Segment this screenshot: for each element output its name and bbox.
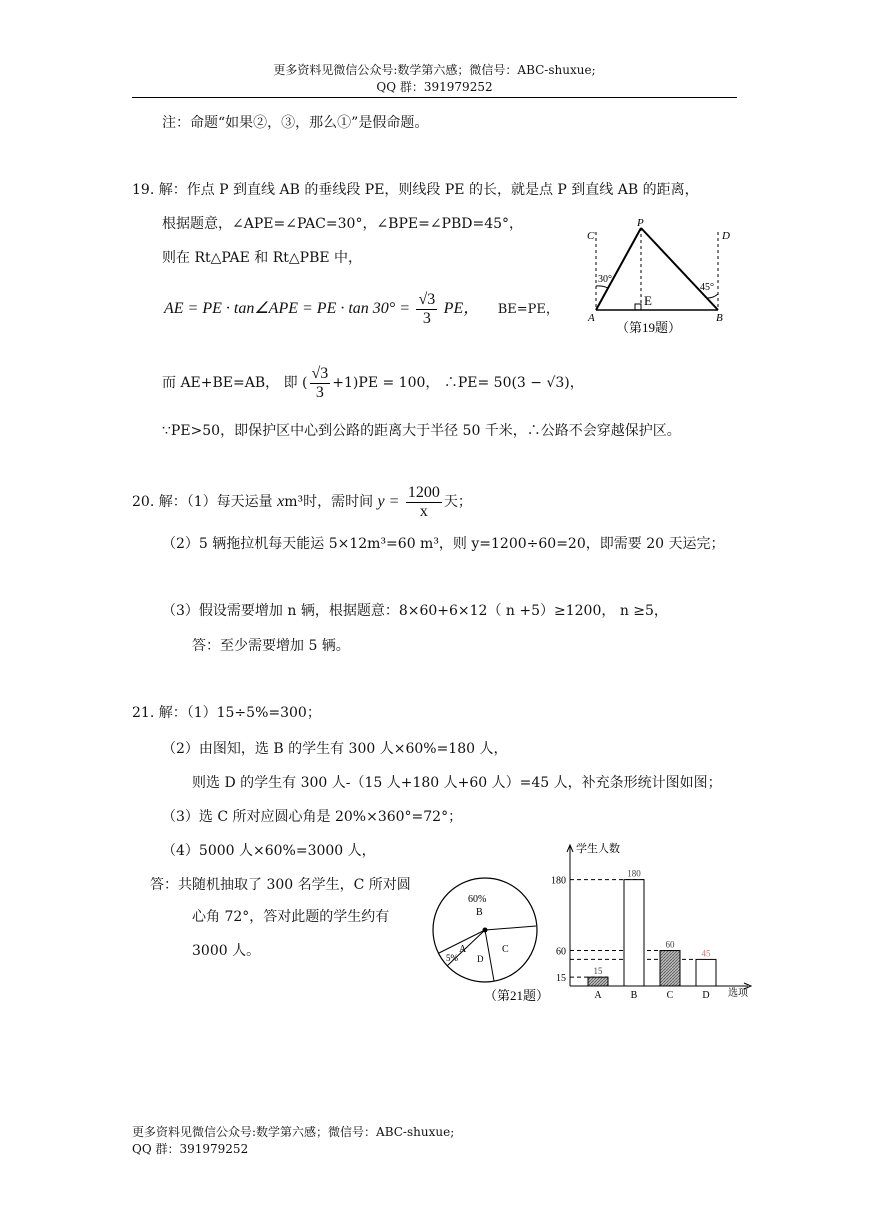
q20-line1 (132, 480, 472, 524)
q19-caption: （第19题） (616, 320, 682, 335)
q20-num: 1200 (407, 483, 440, 501)
q19-arc-30 (596, 286, 608, 288)
q19-eq1-fraction (416, 291, 437, 328)
chart-bar (588, 977, 608, 986)
q21-line4: （3）选 C 所对应圆心角是 20%×360°=72°； (162, 809, 463, 825)
q19-label-c: C (587, 230, 595, 242)
q19-line1: 19. 解：作点 P 到直线 AB 的垂线段 PE，则线段 PE 的长，就是点 P 到直线 AB 的距离， (132, 182, 699, 198)
q20-line2: （2）5 辆拖拉机每天能运 5×12m³=60 m³，则 y=1200÷60=20，即需要 20 天运完； (162, 536, 725, 552)
header-rule (132, 97, 737, 98)
q20-line3: （3）假设需要增加 n 辆，根据题意：8×60+6×12（ n +5）≥1200， n ≥5， (162, 603, 668, 619)
chart-xlabel: 选项 (728, 988, 748, 999)
chart-data-label: 180 (627, 868, 641, 879)
q21-line2: （2）由图知，选 B 的学生有 300 人×60%=180 人， (162, 741, 508, 757)
q21-line1: 21. 解：（1）15÷5%=300； (132, 705, 321, 721)
q19-line-pb (641, 228, 718, 310)
note-text: 注：命题“如果②，③，那么①”是假命题。 (162, 115, 429, 131)
q21-answer-line3: 3000 人。 (192, 943, 261, 959)
chart-data-label: 60 (665, 939, 675, 950)
chart-data-label: 15 (593, 966, 603, 977)
chart-bar (624, 880, 644, 986)
q21-answer-line2: 心角 72°，答对此题的学生约有 (192, 909, 390, 925)
chart-bar (660, 951, 680, 986)
q19-arc-45 (707, 294, 718, 298)
q20-line4: 答：至少需要增加 5 辆。 (192, 638, 350, 654)
q19-label-b: B (716, 312, 723, 324)
chart-category-label: C (666, 990, 674, 1001)
q19-right-angle (635, 304, 641, 310)
q19-eq1-den: 3 (422, 309, 431, 327)
q19-equation1 (164, 288, 559, 331)
q19-eq2-den: 3 (315, 383, 324, 401)
q19-eq2-prefix: 而 AE+BE=AB， 即 ( (162, 375, 308, 391)
chart-y-tick-label: 60 (556, 946, 566, 958)
page-footer-line1: 更多资料见微信公众号:数学第六感；微信号：ABC-shuxue; (132, 1125, 455, 1139)
page-header-line2: QQ 群：391979252 (376, 80, 493, 94)
q20-var-y: y = (377, 493, 400, 510)
pie-caption: （第21题） (484, 988, 550, 1003)
pie-label-a: A (459, 944, 467, 955)
q19-eq2-mid: +1)PE = 100， ∴PE= 50(3 − √3)， (332, 375, 584, 391)
q19-eq2-fraction (310, 365, 331, 402)
q19-equation2 (162, 362, 584, 404)
q20-line1-a: 20. 解：（1）每天运量 (132, 494, 273, 510)
q19-label-45: 45° (700, 282, 714, 293)
chart-y-tick-label: 15 (556, 973, 566, 985)
q20-den: x (419, 502, 428, 520)
q19-line2: 根据题意，∠APE=∠PAC=30°，∠BPE=∠PBD=45°， (162, 216, 524, 232)
q19-line3: 则在 Rt△PAE 和 Rt△PBE 中， (162, 250, 363, 266)
q19-eq1-right: PE， (443, 300, 480, 317)
pie-label-b: B (476, 907, 483, 918)
q20-fraction (406, 484, 442, 521)
page-footer-line2: QQ 群：391979252 (132, 1142, 249, 1156)
q21-line5: （4）5000 人×60%=3000 人， (162, 843, 376, 859)
q19-line5: ∵PE>50，即保护区中心到公路的距离大于半径 50 千米，∴公路不会穿越保护区。 (162, 423, 681, 439)
q19-label-e: E (644, 293, 652, 308)
q19-label-d: D (722, 230, 730, 242)
pie-divider-cd (485, 930, 494, 981)
pie-divider-bc (485, 926, 536, 930)
page-header-line1: 更多资料见微信公众号:数学第六感；微信号：ABC-shuxue; (273, 63, 596, 77)
q20-var-x: x (277, 493, 285, 510)
chart-ylabel: 学生人数 (576, 843, 620, 855)
chart-data-label: 45 (701, 948, 711, 959)
pie-center (483, 928, 488, 933)
chart-category-label: A (594, 990, 602, 1001)
q21-bar-chart (540, 836, 760, 1008)
q20-line1-c: 天； (443, 494, 472, 510)
chart-category-label: D (702, 990, 710, 1001)
q19-label-a: A (588, 312, 595, 324)
chart-y-tick-label: 180 (551, 875, 566, 887)
q19-eq1-left: AE = PE · tan∠APE = PE · tan 30° = (164, 300, 410, 317)
pie-label-d: D (477, 954, 484, 964)
q21-answer-line1: 答：共随机抽取了 300 名学生，C 所对圆 (150, 877, 411, 893)
q19-line-pa (596, 228, 641, 310)
q21-line3: 则选 D 的学生有 300 人-（15 人+180 人+60 人）=45 人，补充条形统计图如图； (192, 775, 722, 791)
pie-label-c: C (502, 944, 509, 955)
q19-figure (580, 214, 740, 342)
pie-label-pct-b: 60% (468, 894, 487, 905)
q20-line1-b: m³时，需时间 (284, 494, 374, 510)
q19-label-30: 30° (598, 274, 612, 285)
q19-eq1-tail: BE=PE， (497, 302, 559, 317)
q19-label-p: P (637, 217, 644, 229)
q19-eq1-num: √3 (418, 290, 436, 308)
chart-category-label: B (630, 990, 638, 1001)
q19-eq2-num: √3 (311, 364, 329, 382)
chart-bar (696, 959, 716, 986)
pie-label-pct-a: 5% (446, 953, 458, 963)
